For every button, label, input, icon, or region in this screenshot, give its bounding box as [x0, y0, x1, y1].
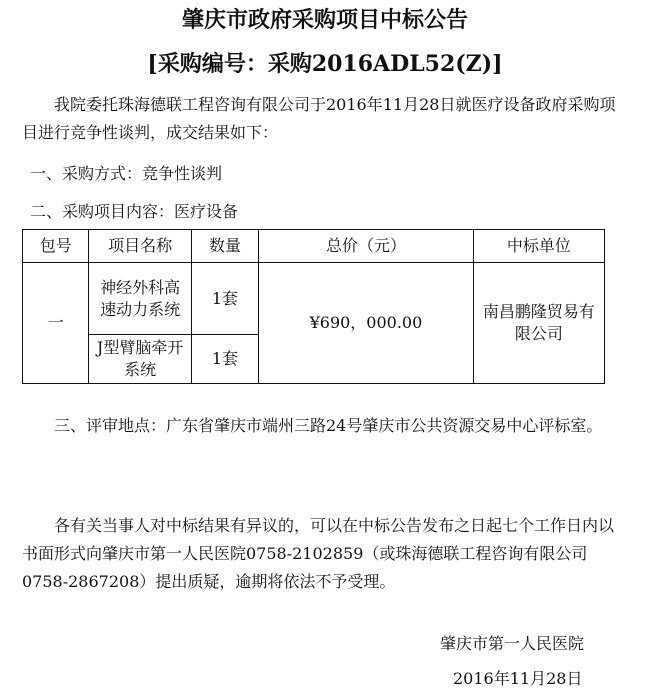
total-price-cell: ¥690，000.00 [259, 263, 474, 384]
award-result-table [22, 229, 605, 384]
header-quantity: 数量 [191, 230, 258, 263]
issuer-name: 肇庆市第一人民医院 [440, 634, 585, 653]
procurement-content: 二、采购项目内容：医疗设备 [30, 202, 239, 221]
header-package-number: 包号 [23, 230, 89, 263]
header-item-name: 项目名称 [89, 230, 191, 263]
package-number-cell: 一 [23, 263, 89, 384]
procurement-method: 一、采购方式：竞争性谈判 [30, 164, 223, 183]
issue-date: 2016年11月28日 [453, 669, 583, 688]
header-winning-bidder: 中标单位 [473, 230, 604, 263]
review-location: 三、评审地点：广东省肇庆市端州三路24号肇庆市公共资源交易中心评标室。 [54, 416, 603, 435]
procurement-number: [采购编号：采购2016ADL52(Z)] [147, 51, 503, 77]
header-total-price: 总价（元） [259, 230, 474, 263]
quantity-cell: 1套 [191, 335, 258, 384]
notice-title: 肇庆市政府采购项目中标公告 [181, 7, 468, 33]
objection-notice: 各有关当事人对中标结果有异议的，可以在中标公告发布之日起七个工作日内以书面形式向肇庆市第一人民医院0758-2102859（或珠海德联工程咨询有限公司0758-2867208）提出质疑，逾期将依法不予受理。 [22, 516, 615, 591]
table-header-row [23, 230, 605, 263]
item-name-cell: 神经外科高速动力系统 [89, 263, 191, 335]
intro-paragraph: 我院委托珠海德联工程咨询有限公司于2016年11月28日就医疗设备政府采购项目进行竞争性谈判，成交结果如下： [22, 95, 616, 142]
table-row [23, 263, 605, 335]
winning-bidder-cell: 南昌鹏隆贸易有限公司 [473, 263, 604, 384]
item-name-cell: J型臂脑牵开系统 [89, 335, 191, 384]
quantity-cell: 1套 [191, 263, 258, 335]
